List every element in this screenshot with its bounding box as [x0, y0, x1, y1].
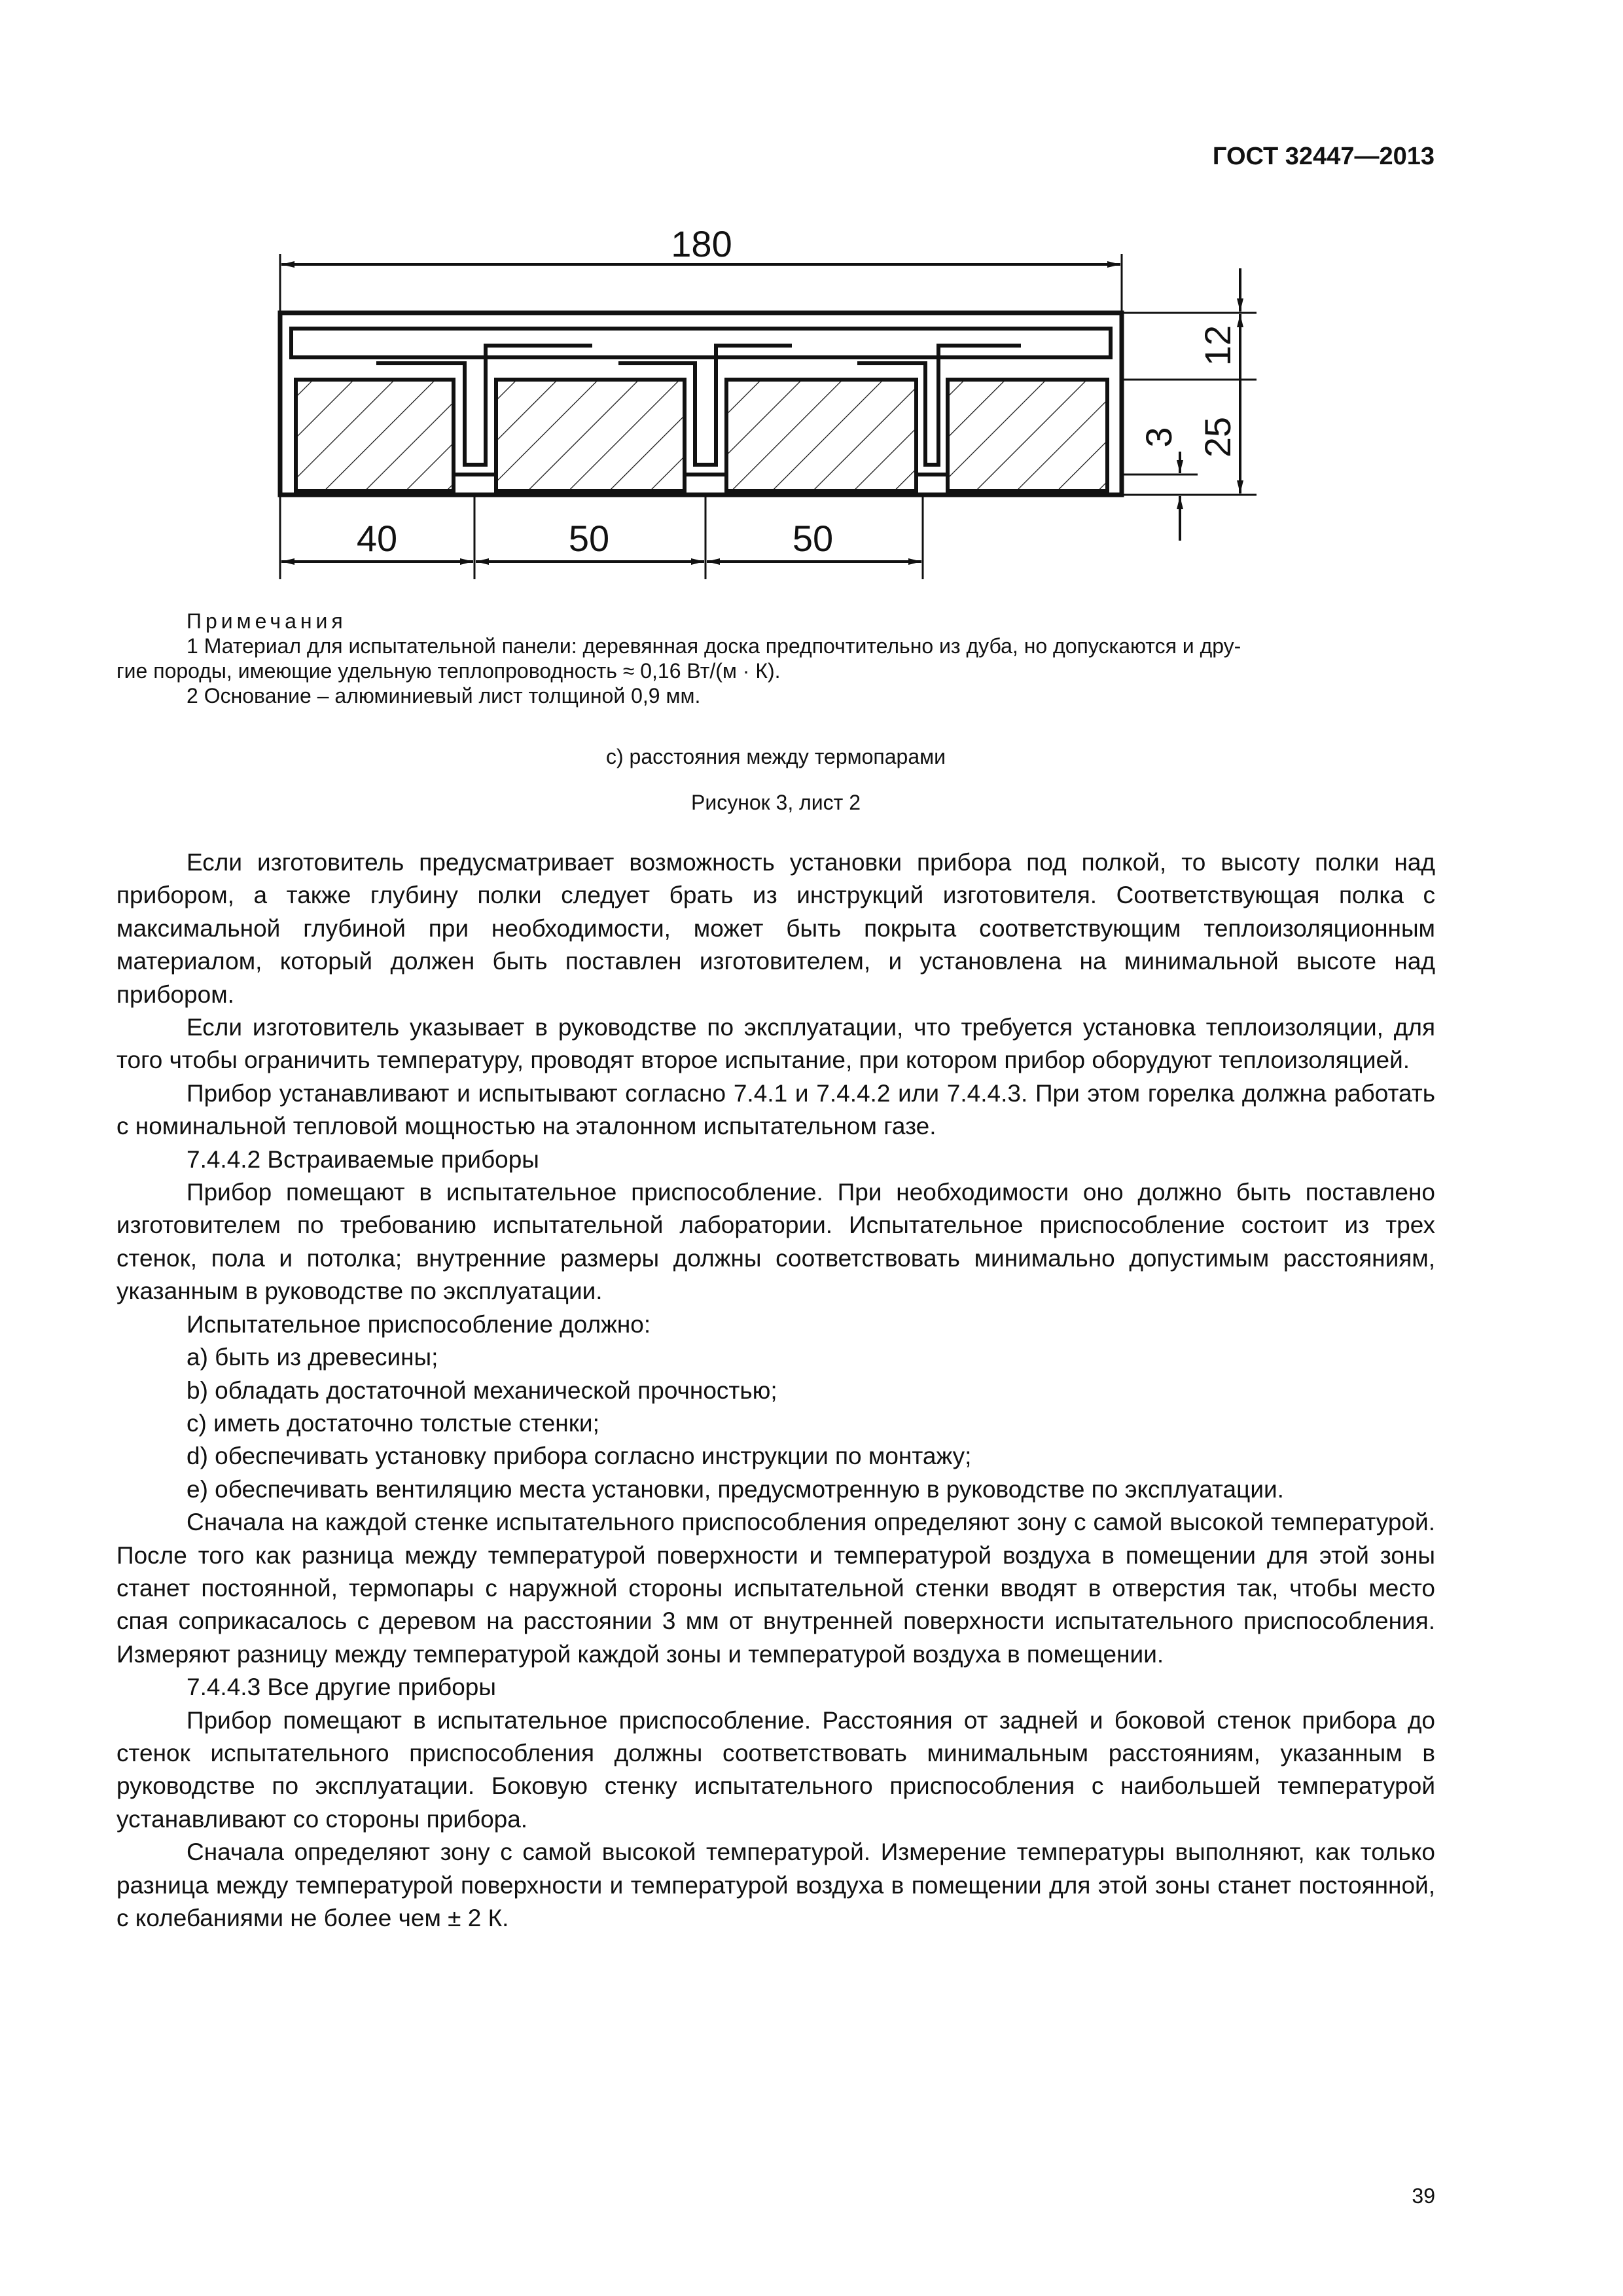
- paragraph: Если изготовитель указывает в руководстве по эксплуатации, что требуется установка теплоизоляции, для того чтобы ограничить температуру, проводят второе испытание, при котором прибор оборудуют теплоизоляцией.: [116, 1014, 1435, 1074]
- dimensions-bottom: [280, 495, 923, 579]
- note-1-line-1: 1 Материал для испытательной панели: деревянная доска предпочтительно из дуба, но допускаются и дру-: [187, 634, 1241, 658]
- page-number: 39: [1412, 2184, 1435, 2208]
- slot-3: [916, 380, 948, 475]
- paragraph: Сначала определяют зону с самой высокой температурой. Измерение температуры выполняют, как только разница между температурой поверхности и температурой воздуха в помещении для этой зоны станет постоянной, с колебаниями не более чем ± 2 К.: [116, 1839, 1435, 1931]
- paragraph: Если изготовитель предусматривает возможность установки прибора под полкой, то высоту полки над прибором, а также глубину полки следует брать из инструкций изготовителя. Соответствующая полка с максимальной глубиной при необходимости, может быть покрыта соответствующим теплоизоляционным материалом, который должен быть поставлен изготовителем, и установлена на минимальной высоте над прибором.: [116, 849, 1435, 1008]
- section-heading: 7.4.4.2 Встраиваемые приборы: [187, 1145, 539, 1173]
- figure-notes: [116, 609, 1435, 708]
- dim-50-label-1: 50: [568, 518, 610, 559]
- slot-1: [454, 380, 496, 475]
- list-item: e) обеспечивать вентиляцию места установки, предусмотренную в руководстве по эксплуатации.: [187, 1475, 1284, 1503]
- dimension-180: [280, 223, 1122, 313]
- paragraph: Прибор помещают в испытательное приспособление. При необходимости оно должно быть поставлено изготовителем по требованию испытательной лаборатории. Испытательное приспособление состоит из трех стенок, пола и потолка; внутренние размеры должны соответствовать минимально допустимым расстояниям, указанным в руководстве по эксплуатации.: [116, 1179, 1435, 1305]
- figure-caption: Рисунок 3, лист 2: [690, 791, 861, 814]
- note-1-line-2: гие породы, имеющие удельную теплопроводность ≈ 0,16 Вт/(м · К).: [116, 659, 781, 683]
- wood-block-1: [296, 380, 454, 491]
- note-2: 2 Основание – алюминиевый лист толщиной 0,9 мм.: [187, 684, 701, 708]
- dim-25-label: 25: [1197, 416, 1238, 458]
- standard-number: ГОСТ 32447—2013: [1212, 143, 1435, 170]
- dimensions-right: [1122, 268, 1257, 541]
- paragraph: Прибор помещают в испытательное приспособление. Расстояния от задней и боковой стенок прибора до стенок испытательного приспособления должны соответствовать минимальным расстояниям, указанным в руководстве по эксплуатации. Боковую стенку испытательного приспособления с наибольшей температурой устанавливают со стороны прибора.: [116, 1706, 1435, 1833]
- paragraph: Прибор устанавливают и испытывают согласно 7.4.1 и 7.4.4.2 или 7.4.4.3. При этом горелка должна работать с номинальной тепловой мощностью на эталонном испытательном газе.: [116, 1079, 1435, 1140]
- notes-title: Примечания: [187, 609, 347, 633]
- list-item: c) иметь достаточно толстые стенки;: [187, 1409, 599, 1437]
- dim-40-label: 40: [356, 518, 398, 559]
- wood-block-3: [726, 380, 916, 491]
- dim-3-label: 3: [1138, 427, 1179, 448]
- wood-block-4: [948, 380, 1107, 491]
- list-item: a) быть из древесины;: [187, 1344, 438, 1371]
- list-item: d) обеспечивать установку прибора согласно инструкции по монтажу;: [187, 1443, 972, 1470]
- section-heading: 7.4.4.3 Все другие приборы: [187, 1674, 496, 1701]
- paragraph: Испытательное приспособление должно:: [187, 1310, 651, 1338]
- panel-inner-lining: [291, 329, 1111, 357]
- subfigure-caption: с) расстояния между термопарами: [605, 745, 946, 768]
- paragraph: Сначала на каждой стенке испытательного приспособления определяют зону с самой высокой температурой. После того как разница между температурой поверхности и температурой воздуха в помещении для этой зоны станет постоянной, термопары с наружной стороны испытательной стенки вводят в отверстия так, чтобы место спая соприкасалось с деревом на расстоянии 3 мм от внутренней поверхности испытательного приспособления. Измеряют разницу между температурой каждой зоны и температурой воздуха в помещении.: [116, 1509, 1435, 1668]
- slot-2: [685, 380, 726, 475]
- list-item: b) обладать достаточной механической прочностью;: [187, 1376, 777, 1404]
- dim-180-label: 180: [671, 223, 732, 264]
- figure-panel-drawing: [0, 0, 1623, 628]
- wood-block-2: [496, 380, 685, 491]
- dim-12-label: 12: [1197, 325, 1238, 367]
- thermocouples: [376, 346, 1021, 465]
- dim-50-label-2: 50: [792, 518, 834, 559]
- body-text: [116, 846, 1435, 1935]
